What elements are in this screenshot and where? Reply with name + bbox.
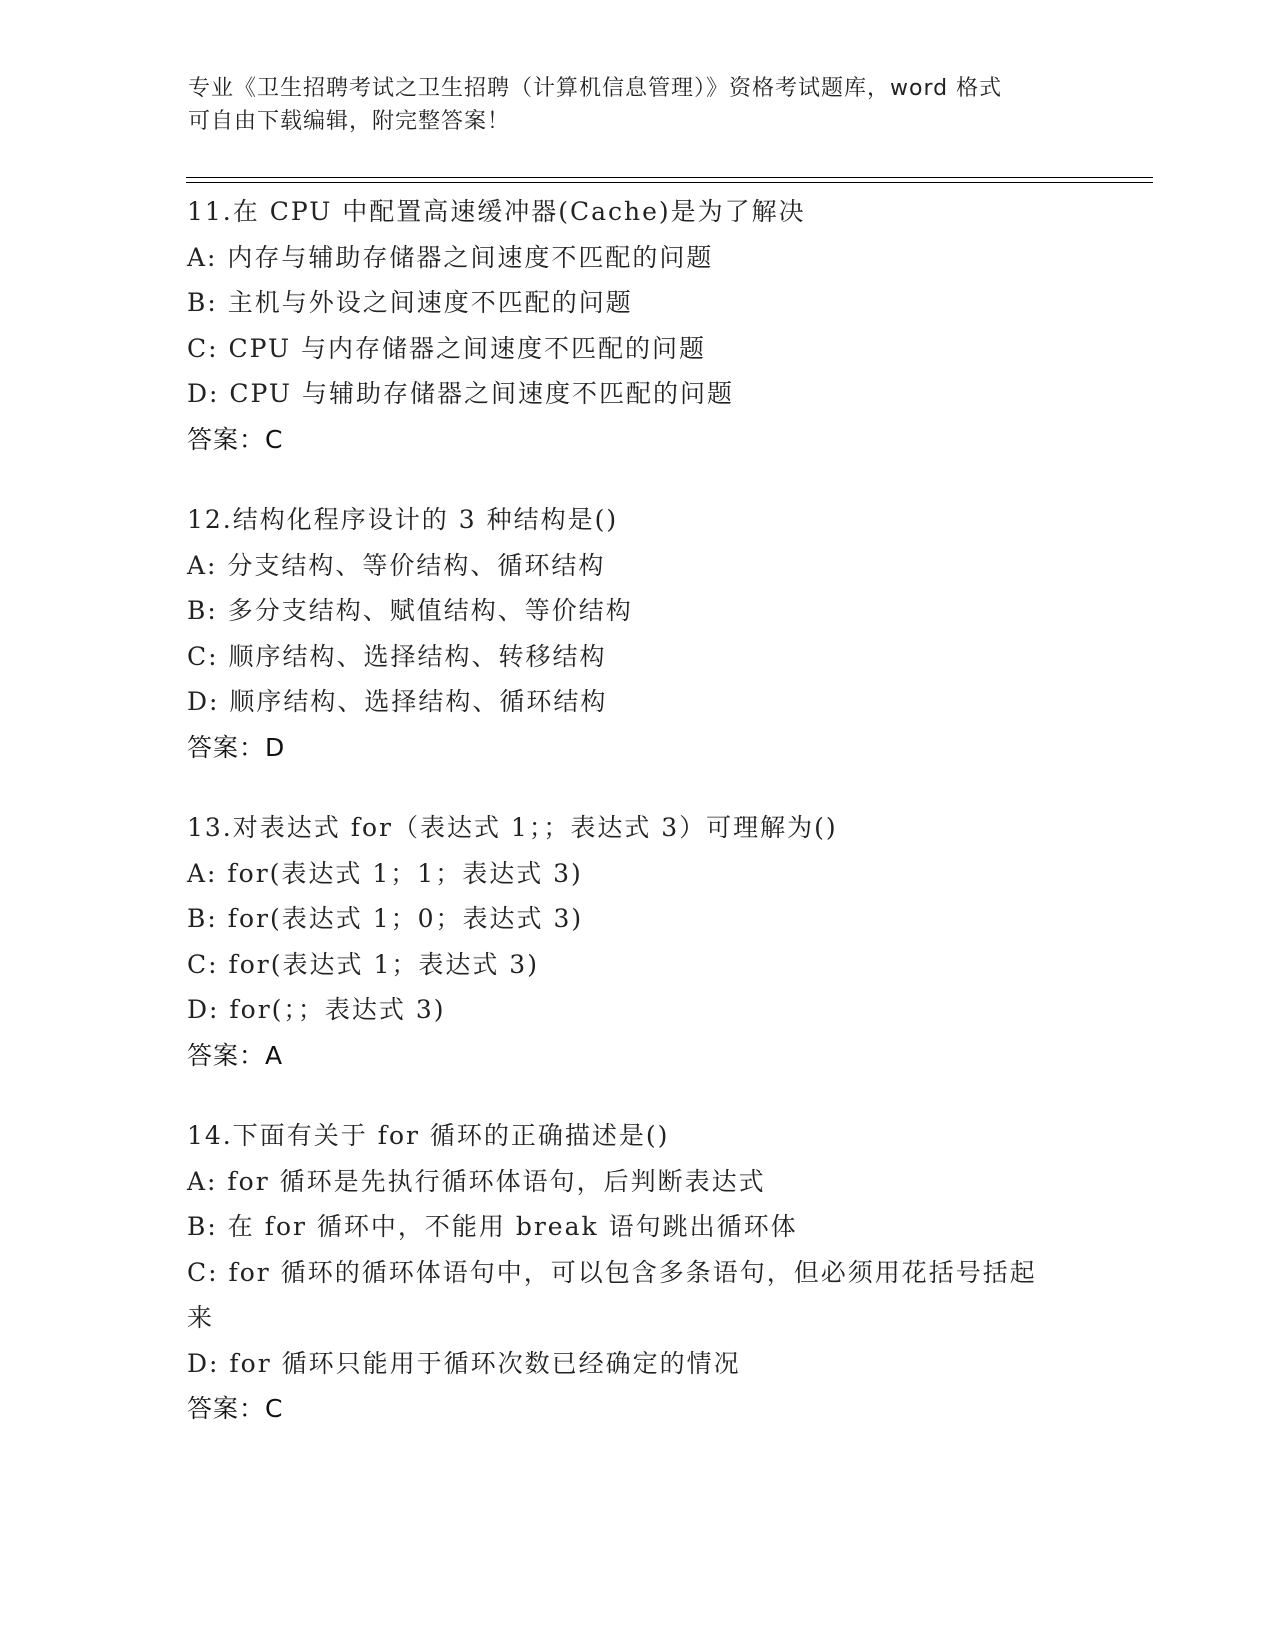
option-d: D: 顺序结构、选择结构、循环结构 [187,687,608,716]
question-stem [187,189,1087,235]
option-d: D: for(；；表达式 3) [187,995,446,1024]
option-c: C: CPU 与内存储器之间速度不匹配的问题 [187,333,707,363]
header-line-2: 可自由下载编辑，附完整答案！ [188,109,511,134]
option-b: B: for(表达式 1；0；表达式 3) [187,904,584,933]
option-d: D: for 循环只能用于循环次数已经确定的情况 [187,1348,741,1378]
answer: 答案：C [187,424,284,454]
option-b: B: 主机与外设之间速度不匹配的问题 [187,288,633,317]
option-c: C: for 循环的循环体语句中，可以包含多条语句，但必须用花括号括起来 [187,1257,1037,1332]
question-number: 14. [187,1121,233,1150]
header-divider-top [186,177,1153,178]
answer: 答案：A [187,1040,284,1070]
question-stem [187,497,1087,543]
question-text: 在 CPU 中配置高速缓冲器(Cache)是为了解决 [232,197,806,226]
question-12 [187,497,1087,770]
question-number: 11. [187,197,233,226]
option-b: B: 多分支结构、赋值结构、等价结构 [187,596,633,625]
question-14 [187,1113,1087,1432]
option-c: C: for(表达式 1；表达式 3) [187,949,539,979]
question-number: 13. [187,813,233,842]
answer: 答案：D [187,732,286,762]
option-a: A: for 循环是先执行循环体语句，后判断表达式 [187,1166,766,1196]
option-a: A: 内存与辅助存储器之间速度不匹配的问题 [187,242,714,272]
option-d: D: CPU 与辅助存储器之间速度不匹配的问题 [187,379,734,408]
option-c: C: 顺序结构、选择结构、转移结构 [187,641,607,671]
document-header [188,72,1068,138]
header-line-1: 专业《卫生招聘考试之卫生招聘（计算机信息管理）》资格考试题库，word 格式 [188,76,1003,101]
question-number: 12. [187,505,233,534]
option-a: A: for(表达式 1；1；表达式 3) [187,858,583,888]
option-a: A: 分支结构、等价结构、循环结构 [187,550,606,580]
question-stem [187,1113,1087,1159]
question-list [187,189,1087,1467]
answer: 答案：C [187,1394,284,1423]
question-text: 下面有关于 for 循环的正确描述是() [232,1121,670,1150]
question-text: 对表达式 for（表达式 1；；表达式 3）可理解为() [232,813,838,842]
question-13 [187,805,1087,1078]
question-stem [187,805,1087,851]
question-11 [187,189,1087,462]
question-text: 结构化程序设计的 3 种结构是() [232,505,619,534]
header-divider-bottom [186,182,1153,183]
option-b: B: 在 for 循环中，不能用 break 语句跳出循环体 [187,1212,798,1241]
